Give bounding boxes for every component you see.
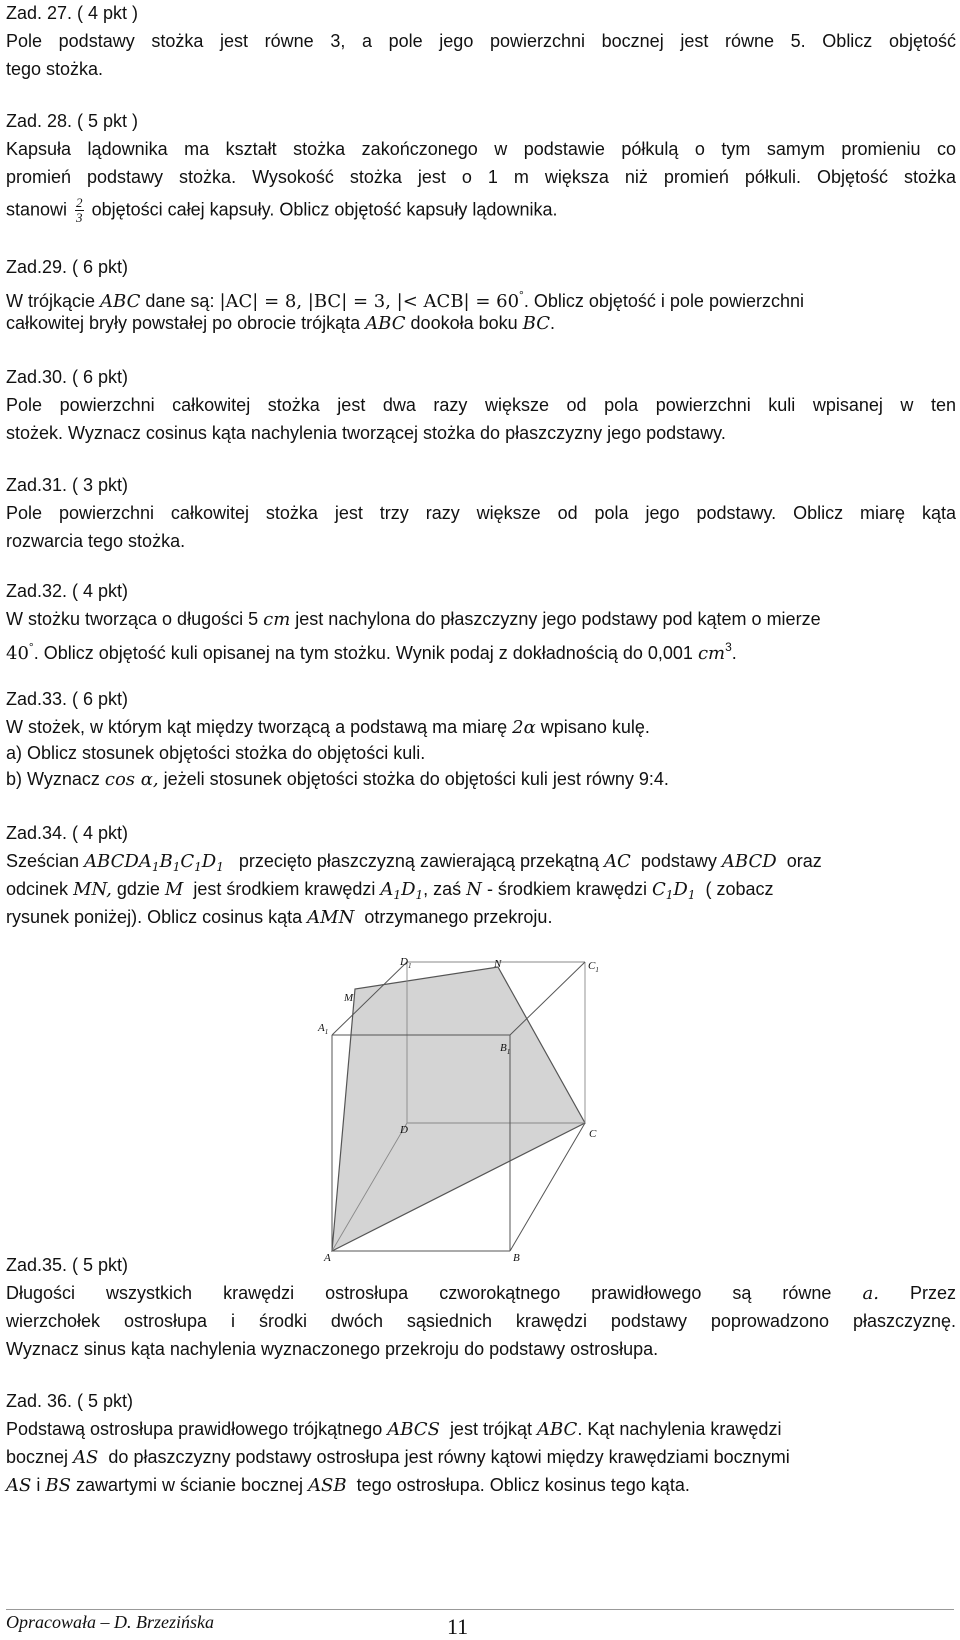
degree-sign-2: ° bbox=[28, 640, 34, 654]
task-36-text-g: zawartymi w ścianie bocznej bbox=[75, 1475, 304, 1495]
task-33-text-c: b) Wyznacz bbox=[6, 769, 100, 789]
task-33-text-b: wpisano kulę. bbox=[540, 717, 650, 737]
page-number: 11 bbox=[447, 1614, 469, 1639]
diagonal-ac: AC bbox=[604, 851, 631, 872]
task-28-text-line-2: promień podstawy stożka. Wysokość stożka jest o 1 m większa niż promień półkuli. Objętość stożka bbox=[6, 167, 956, 187]
label-c1: $C_1$ bbox=[588, 960, 599, 974]
task-36-text-line-3 bbox=[6, 1474, 690, 1497]
task-32-text-line-1 bbox=[6, 608, 821, 631]
label-d1: $D_1$ bbox=[400, 956, 412, 970]
task-34-text-g: jest środkiem krawędzi bbox=[193, 879, 376, 899]
angle-value: 40 bbox=[6, 643, 29, 664]
task-34-text-h: , zaś bbox=[423, 879, 462, 899]
task-34-text-line-2 bbox=[6, 878, 774, 906]
task-35-text-a: Długości wszystkich krawędzi ostrosłupa czworokątnego prawidłowego są równe bbox=[6, 1283, 832, 1303]
task-29-heading: Zad.29. ( 6 pkt) bbox=[6, 257, 129, 277]
task-34-text-d: oraz bbox=[786, 851, 822, 871]
label-b1: $B_1$ bbox=[500, 1042, 511, 1056]
unit-cm: cm bbox=[263, 609, 291, 630]
label-c: C bbox=[589, 1128, 597, 1140]
task-29-text-d: całkowitej bryły powstałej po obrocie trójkąta bbox=[6, 313, 361, 333]
task-28-text-b: objętości całej kapsuły. Oblicz objętość kapsuły lądownika. bbox=[91, 199, 558, 220]
task-29-text-e: dookoła boku bbox=[410, 313, 518, 333]
task-36-text-h: tego ostrosłupa. Oblicz kosinus tego kąta. bbox=[356, 1475, 690, 1495]
triangle-abc-2: ABC bbox=[365, 313, 406, 334]
base-abcd: ABCD bbox=[721, 851, 777, 872]
point-n: N bbox=[466, 879, 482, 900]
task-32-text-b: jest nachylona do płaszczyzny jego podstawy pod kątem o mierze bbox=[295, 609, 821, 629]
task-29-text-a: W trójkącie bbox=[6, 291, 96, 311]
task-34-text-l: otrzymanego przekroju. bbox=[364, 907, 553, 927]
angle-2alpha: 2α bbox=[512, 717, 536, 738]
point-m: M bbox=[164, 879, 184, 900]
label-a: A bbox=[324, 1252, 331, 1264]
task-28-text-a: stanowi bbox=[6, 199, 68, 220]
task-34-text-i: - środkiem krawędzi bbox=[486, 879, 647, 899]
task-34-text-c: podstawy bbox=[640, 851, 717, 871]
task-35-text-line-2: wierzchołek ostrosłupa i środki dwóch sąsiednich krawędzi podstawy poprowadzono płaszczyznę. bbox=[6, 1311, 956, 1331]
task-34-text-b: przecięto płaszczyzną zawierającą przekątną bbox=[238, 851, 600, 871]
task-34-text-f: gdzie bbox=[116, 879, 160, 899]
task-32-text-c: . Oblicz objętość kuli opisanej na tym stożku. Wynik podaj z dokładnością do 0,001 bbox=[33, 643, 693, 663]
task-36-heading: Zad. 36. ( 5 pkt) bbox=[6, 1391, 134, 1411]
edge-a1d1: $A_1D_1$ bbox=[380, 879, 424, 902]
task-27-text-line-1: Pole podstawy stożka jest równe 3, a pole jego powierzchni bocznej jest równe 5. Oblicz objętość bbox=[6, 31, 956, 51]
task-34-text-e: odcinek bbox=[6, 879, 69, 899]
task-33-heading: Zad.33. ( 6 pkt) bbox=[6, 689, 129, 709]
task-29-text-line-1 bbox=[6, 284, 804, 313]
task-31-text-line-2: rozwarcia tego stożka. bbox=[6, 531, 186, 551]
task-32-text-line-2 bbox=[6, 636, 737, 665]
task-33-part-b bbox=[6, 768, 669, 791]
task-36-text-e: do płaszczyzny podstawy ostrosłupa jest równy kątowi między krawędziami bocznymi bbox=[108, 1447, 790, 1467]
task-29-text-f: . bbox=[550, 313, 556, 333]
edge-bs: BS bbox=[45, 1475, 71, 1496]
task-29-text-c: . Oblicz objętość i pole powierzchni bbox=[523, 291, 804, 311]
task-34-text-line-3 bbox=[6, 906, 552, 929]
task-33-part-a: a) Oblicz stosunek objętości stożka do objętości kuli. bbox=[6, 743, 426, 763]
segment-mn: MN, bbox=[73, 879, 112, 900]
task-36-text-f: i bbox=[36, 1475, 41, 1495]
task-36-text-b: jest trójkąt bbox=[449, 1419, 532, 1439]
edge-as-2: AS bbox=[6, 1475, 32, 1496]
triangle-abc: ABC bbox=[100, 291, 141, 312]
task-32-heading: Zad.32. ( 4 pkt) bbox=[6, 581, 129, 601]
task-28-text-line-3 bbox=[6, 196, 557, 225]
label-n: N bbox=[494, 958, 502, 970]
label-a1: $A_1$ bbox=[318, 1022, 329, 1036]
edge-c1d1: $C_1D_1$ bbox=[652, 879, 696, 902]
task-31-text-line-1: Pole powierzchni całkowitej stożka jest trzy razy większe od pola jego podstawy. Oblicz miarę kąta bbox=[6, 503, 956, 523]
task-36-text-d: bocznej bbox=[6, 1447, 69, 1467]
face-asb: ASB bbox=[308, 1475, 347, 1496]
label-m: M bbox=[344, 992, 354, 1004]
task-30-text-line-2: stożek. Wyznacz cosinus kąta nachylenia tworzącej stożka do płaszczyzny jego podstawy. bbox=[6, 423, 726, 443]
task-29-text-line-2 bbox=[6, 312, 555, 335]
footer-rule bbox=[6, 1609, 954, 1610]
task-31-heading: Zad.31. ( 3 pkt) bbox=[6, 475, 129, 495]
pyramid-abcs: ABCS bbox=[387, 1419, 440, 1440]
task-27-heading: Zad. 27. ( 4 pkt ) bbox=[6, 3, 139, 23]
cube-cross-section-figure bbox=[310, 955, 610, 1270]
fraction-two-thirds bbox=[75, 196, 84, 225]
task-36-text-line-1 bbox=[6, 1418, 781, 1441]
task-28-heading: Zad. 28. ( 5 pkt ) bbox=[6, 111, 139, 131]
unit-cubic: cm bbox=[697, 643, 726, 664]
task-36-text-c: . Kąt nachylenia krawędzi bbox=[577, 1419, 782, 1439]
fraction-denominator: 3 bbox=[76, 210, 83, 225]
task-29-given-values: |AC| = 8, |BC| = 3, |< ACB| = 60 bbox=[219, 291, 520, 312]
task-32-text-d: . bbox=[731, 643, 737, 663]
cross-section-polygon bbox=[332, 967, 585, 1251]
degree-sign: ° bbox=[519, 288, 524, 302]
task-36-text-line-2 bbox=[6, 1446, 790, 1469]
task-34-heading: Zad.34. ( 4 pkt) bbox=[6, 823, 129, 843]
task-35-text-line-3: Wyznacz sinus kąta nachylenia wyznaczonego przekroju do podstawy ostrosłupa. bbox=[6, 1339, 659, 1359]
footer-author: Opracowała – D. Brzezińska bbox=[6, 1612, 214, 1632]
task-34-text-k: rysunek poniżej). Oblicz cosinus kąta bbox=[6, 907, 303, 927]
angle-amn: AMN bbox=[307, 907, 355, 928]
task-29-text-b: dane są: bbox=[145, 291, 215, 311]
unit-exponent: 3 bbox=[725, 640, 732, 654]
task-30-text-line-1: Pole powierzchni całkowitej stożka jest dwa razy większe od pola powierzchni kuli wpisanej w ten bbox=[6, 395, 956, 415]
task-28-text-line-1: Kapsuła lądownika ma kształt stożka zakończonego w podstawie półkulą o tym samym promieniu co bbox=[6, 139, 956, 159]
task-34-text-j: ( zobacz bbox=[705, 879, 774, 899]
side-bc: BC bbox=[522, 313, 550, 334]
label-d: D bbox=[400, 1124, 408, 1136]
edge-as: AS bbox=[73, 1447, 99, 1468]
task-33-text-a: W stożek, w którym kąt między tworzącą a podstawą ma miarę bbox=[6, 717, 508, 737]
task-35-text-b: Przez bbox=[909, 1283, 956, 1303]
task-35-text-line-1 bbox=[6, 1282, 956, 1305]
label-b: B bbox=[513, 1252, 520, 1264]
task-34-text-a: Sześcian bbox=[6, 851, 80, 871]
cube-name: $ABCDA_1B_1C_1D_1$ bbox=[84, 851, 224, 874]
task-36-text-a: Podstawą ostrosłupa prawidłowego trójkątnego bbox=[6, 1419, 383, 1439]
task-33-text-d: jeżeli stosunek objętości stożka do objętości kuli jest równy 9:4. bbox=[163, 769, 669, 789]
task-30-heading: Zad.30. ( 6 pkt) bbox=[6, 367, 129, 387]
task-27-text-line-2: tego stożka. bbox=[6, 59, 104, 79]
cos-alpha: cos α, bbox=[104, 769, 159, 790]
triangle-abc-base: ABC bbox=[536, 1419, 578, 1440]
task-33-text-line-1 bbox=[6, 716, 650, 739]
task-34-text-line-1 bbox=[6, 850, 822, 878]
fraction-numerator: 2 bbox=[76, 195, 83, 210]
task-32-text-a: W stożku tworząca o długości 5 bbox=[6, 609, 259, 629]
task-35-heading: Zad.35. ( 5 pkt) bbox=[6, 1255, 129, 1275]
edge-a: a. bbox=[862, 1283, 879, 1304]
